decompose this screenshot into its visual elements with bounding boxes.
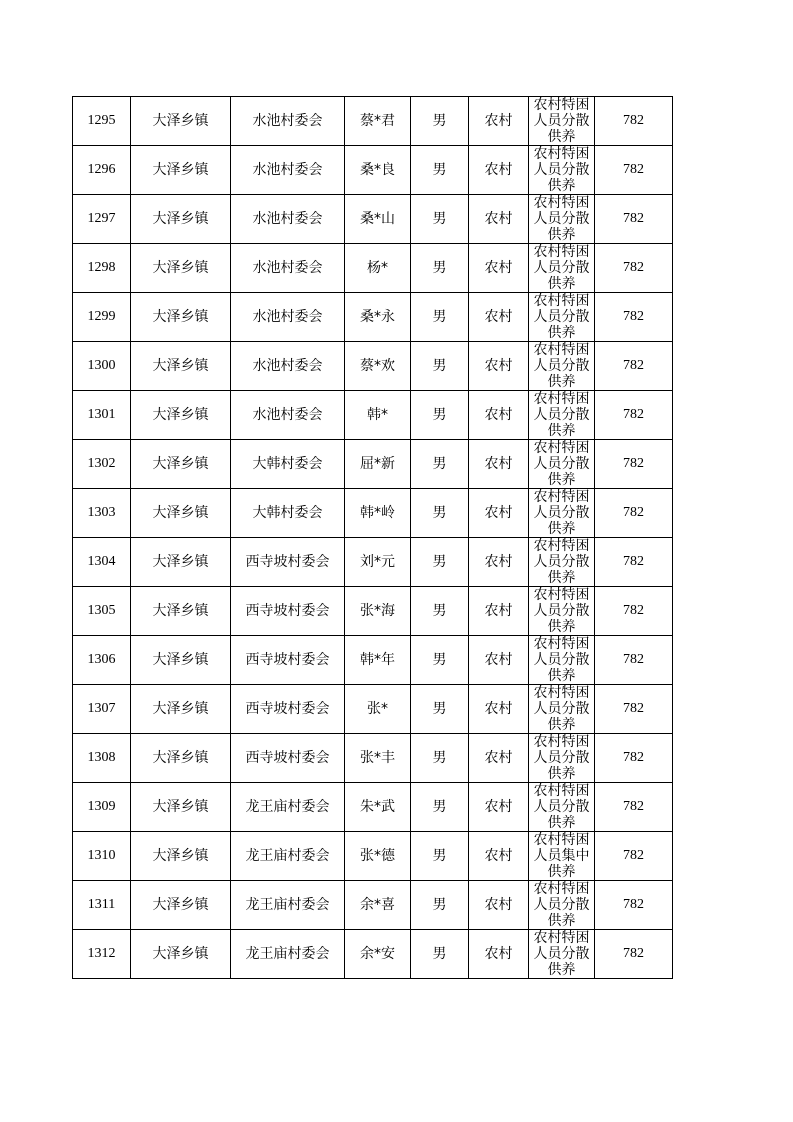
- gender-cell: 男: [411, 930, 469, 979]
- village-committee-cell: 西寺坡村委会: [231, 587, 345, 636]
- amount-cell: 782: [595, 293, 673, 342]
- amount-cell: 782: [595, 195, 673, 244]
- person-name-cell: 杨*: [345, 244, 411, 293]
- row-number-cell: 1310: [73, 832, 131, 881]
- town-cell: 大泽乡镇: [131, 244, 231, 293]
- support-type-text: 农村特困人员分散供养: [533, 881, 590, 929]
- gender-cell: 男: [411, 538, 469, 587]
- person-name-cell: 余*安: [345, 930, 411, 979]
- amount-cell: 782: [595, 440, 673, 489]
- village-committee-cell: 大韩村委会: [231, 489, 345, 538]
- table-row: [73, 440, 673, 489]
- area-type-cell: 农村: [469, 636, 529, 685]
- support-type-text: 农村特困人员分散供养: [533, 930, 590, 978]
- support-type-cell: [529, 244, 595, 293]
- table-row: [73, 489, 673, 538]
- amount-cell: 782: [595, 391, 673, 440]
- town-cell: 大泽乡镇: [131, 391, 231, 440]
- village-committee-cell: 水池村委会: [231, 146, 345, 195]
- table-row: [73, 538, 673, 587]
- area-type-cell: 农村: [469, 195, 529, 244]
- village-committee-cell: 水池村委会: [231, 342, 345, 391]
- support-type-cell: [529, 587, 595, 636]
- village-committee-cell: 水池村委会: [231, 293, 345, 342]
- village-committee-cell: 西寺坡村委会: [231, 685, 345, 734]
- support-type-cell: [529, 195, 595, 244]
- table-row: [73, 195, 673, 244]
- support-type-text: 农村特困人员分散供养: [533, 195, 590, 243]
- person-name-cell: 桑*良: [345, 146, 411, 195]
- support-type-cell: [529, 783, 595, 832]
- area-type-cell: 农村: [469, 734, 529, 783]
- town-cell: 大泽乡镇: [131, 538, 231, 587]
- support-type-cell: [529, 440, 595, 489]
- person-name-cell: 韩*岭: [345, 489, 411, 538]
- area-type-cell: 农村: [469, 440, 529, 489]
- town-cell: 大泽乡镇: [131, 783, 231, 832]
- town-cell: 大泽乡镇: [131, 832, 231, 881]
- amount-cell: 782: [595, 685, 673, 734]
- village-committee-cell: 大韩村委会: [231, 440, 345, 489]
- support-type-cell: [529, 293, 595, 342]
- gender-cell: 男: [411, 832, 469, 881]
- town-cell: 大泽乡镇: [131, 587, 231, 636]
- row-number-cell: 1312: [73, 930, 131, 979]
- row-number-cell: 1309: [73, 783, 131, 832]
- row-number-cell: 1311: [73, 881, 131, 930]
- person-name-cell: 桑*永: [345, 293, 411, 342]
- area-type-cell: 农村: [469, 293, 529, 342]
- gender-cell: 男: [411, 587, 469, 636]
- support-type-text: 农村特困人员分散供养: [533, 538, 590, 586]
- person-name-cell: 蔡*君: [345, 97, 411, 146]
- village-committee-cell: 水池村委会: [231, 97, 345, 146]
- support-type-cell: [529, 391, 595, 440]
- table-row: [73, 342, 673, 391]
- town-cell: 大泽乡镇: [131, 342, 231, 391]
- gender-cell: 男: [411, 244, 469, 293]
- amount-cell: 782: [595, 538, 673, 587]
- person-name-cell: 蔡*欢: [345, 342, 411, 391]
- village-committee-cell: 龙王庙村委会: [231, 783, 345, 832]
- support-type-cell: [529, 97, 595, 146]
- amount-cell: 782: [595, 342, 673, 391]
- table-row: [73, 97, 673, 146]
- support-type-text: 农村特困人员分散供养: [533, 293, 590, 341]
- row-number-cell: 1305: [73, 587, 131, 636]
- support-type-cell: [529, 832, 595, 881]
- row-number-cell: 1300: [73, 342, 131, 391]
- town-cell: 大泽乡镇: [131, 881, 231, 930]
- village-committee-cell: 龙王庙村委会: [231, 881, 345, 930]
- table-row: [73, 685, 673, 734]
- support-type-text: 农村特困人员分散供养: [533, 391, 590, 439]
- village-committee-cell: 西寺坡村委会: [231, 734, 345, 783]
- town-cell: 大泽乡镇: [131, 930, 231, 979]
- village-committee-cell: 西寺坡村委会: [231, 538, 345, 587]
- person-name-cell: 刘*元: [345, 538, 411, 587]
- support-type-text: 农村特困人员分散供养: [533, 342, 590, 390]
- gender-cell: 男: [411, 97, 469, 146]
- area-type-cell: 农村: [469, 97, 529, 146]
- table-row: [73, 832, 673, 881]
- table-row: [73, 293, 673, 342]
- amount-cell: 782: [595, 244, 673, 293]
- gender-cell: 男: [411, 146, 469, 195]
- village-committee-cell: 水池村委会: [231, 244, 345, 293]
- gender-cell: 男: [411, 881, 469, 930]
- support-type-cell: [529, 489, 595, 538]
- row-number-cell: 1297: [73, 195, 131, 244]
- amount-cell: 782: [595, 783, 673, 832]
- town-cell: 大泽乡镇: [131, 146, 231, 195]
- town-cell: 大泽乡镇: [131, 489, 231, 538]
- gender-cell: 男: [411, 440, 469, 489]
- town-cell: 大泽乡镇: [131, 636, 231, 685]
- gender-cell: 男: [411, 391, 469, 440]
- row-number-cell: 1298: [73, 244, 131, 293]
- support-type-text: 农村特困人员分散供养: [533, 587, 590, 635]
- row-number-cell: 1301: [73, 391, 131, 440]
- amount-cell: 782: [595, 832, 673, 881]
- amount-cell: 782: [595, 97, 673, 146]
- support-type-text: 农村特困人员分散供养: [533, 97, 590, 145]
- support-type-cell: [529, 685, 595, 734]
- area-type-cell: 农村: [469, 489, 529, 538]
- amount-cell: 782: [595, 734, 673, 783]
- table-row: [73, 587, 673, 636]
- gender-cell: 男: [411, 342, 469, 391]
- support-type-cell: [529, 342, 595, 391]
- support-type-text: 农村特困人员分散供养: [533, 636, 590, 684]
- row-number-cell: 1299: [73, 293, 131, 342]
- support-type-text: 农村特困人员分散供养: [533, 734, 590, 782]
- person-name-cell: 张*: [345, 685, 411, 734]
- table-row: [73, 636, 673, 685]
- support-type-cell: [529, 734, 595, 783]
- person-name-cell: 韩*年: [345, 636, 411, 685]
- village-committee-cell: 西寺坡村委会: [231, 636, 345, 685]
- gender-cell: 男: [411, 734, 469, 783]
- town-cell: 大泽乡镇: [131, 97, 231, 146]
- area-type-cell: 农村: [469, 685, 529, 734]
- amount-cell: 782: [595, 881, 673, 930]
- person-name-cell: 桑*山: [345, 195, 411, 244]
- table-row: [73, 734, 673, 783]
- person-name-cell: 朱*武: [345, 783, 411, 832]
- support-type-cell: [529, 636, 595, 685]
- town-cell: 大泽乡镇: [131, 685, 231, 734]
- table-row: [73, 783, 673, 832]
- gender-cell: 男: [411, 489, 469, 538]
- amount-cell: 782: [595, 636, 673, 685]
- village-committee-cell: 龙王庙村委会: [231, 930, 345, 979]
- area-type-cell: 农村: [469, 587, 529, 636]
- town-cell: 大泽乡镇: [131, 293, 231, 342]
- support-type-text: 农村特困人员分散供养: [533, 244, 590, 292]
- amount-cell: 782: [595, 146, 673, 195]
- area-type-cell: 农村: [469, 783, 529, 832]
- support-type-text: 农村特困人员分散供养: [533, 685, 590, 733]
- town-cell: 大泽乡镇: [131, 440, 231, 489]
- amount-cell: 782: [595, 587, 673, 636]
- table-row: [73, 244, 673, 293]
- town-cell: 大泽乡镇: [131, 734, 231, 783]
- support-type-text: 农村特困人员分散供养: [533, 489, 590, 537]
- table-row: [73, 391, 673, 440]
- support-type-text: 农村特困人员集中供养: [533, 832, 590, 880]
- gender-cell: 男: [411, 195, 469, 244]
- area-type-cell: 农村: [469, 244, 529, 293]
- table-row: [73, 881, 673, 930]
- area-type-cell: 农村: [469, 832, 529, 881]
- row-number-cell: 1295: [73, 97, 131, 146]
- person-name-cell: 张*德: [345, 832, 411, 881]
- area-type-cell: 农村: [469, 391, 529, 440]
- amount-cell: 782: [595, 930, 673, 979]
- table-row: [73, 930, 673, 979]
- row-number-cell: 1296: [73, 146, 131, 195]
- person-name-cell: 屈*新: [345, 440, 411, 489]
- support-type-text: 农村特困人员分散供养: [533, 146, 590, 194]
- support-type-cell: [529, 881, 595, 930]
- person-name-cell: 张*丰: [345, 734, 411, 783]
- gender-cell: 男: [411, 293, 469, 342]
- row-number-cell: 1302: [73, 440, 131, 489]
- village-committee-cell: 水池村委会: [231, 391, 345, 440]
- gender-cell: 男: [411, 636, 469, 685]
- support-type-text: 农村特困人员分散供养: [533, 783, 590, 831]
- table-body: [73, 97, 673, 979]
- person-name-cell: 余*喜: [345, 881, 411, 930]
- area-type-cell: 农村: [469, 538, 529, 587]
- support-type-cell: [529, 538, 595, 587]
- row-number-cell: 1304: [73, 538, 131, 587]
- support-type-cell: [529, 930, 595, 979]
- area-type-cell: 农村: [469, 930, 529, 979]
- village-committee-cell: 龙王庙村委会: [231, 832, 345, 881]
- table-row: [73, 146, 673, 195]
- beneficiary-table: [72, 96, 673, 979]
- town-cell: 大泽乡镇: [131, 195, 231, 244]
- support-type-cell: [529, 146, 595, 195]
- person-name-cell: 张*海: [345, 587, 411, 636]
- gender-cell: 男: [411, 783, 469, 832]
- row-number-cell: 1307: [73, 685, 131, 734]
- person-name-cell: 韩*: [345, 391, 411, 440]
- area-type-cell: 农村: [469, 342, 529, 391]
- row-number-cell: 1303: [73, 489, 131, 538]
- support-type-text: 农村特困人员分散供养: [533, 440, 590, 488]
- row-number-cell: 1308: [73, 734, 131, 783]
- gender-cell: 男: [411, 685, 469, 734]
- row-number-cell: 1306: [73, 636, 131, 685]
- area-type-cell: 农村: [469, 146, 529, 195]
- area-type-cell: 农村: [469, 881, 529, 930]
- village-committee-cell: 水池村委会: [231, 195, 345, 244]
- amount-cell: 782: [595, 489, 673, 538]
